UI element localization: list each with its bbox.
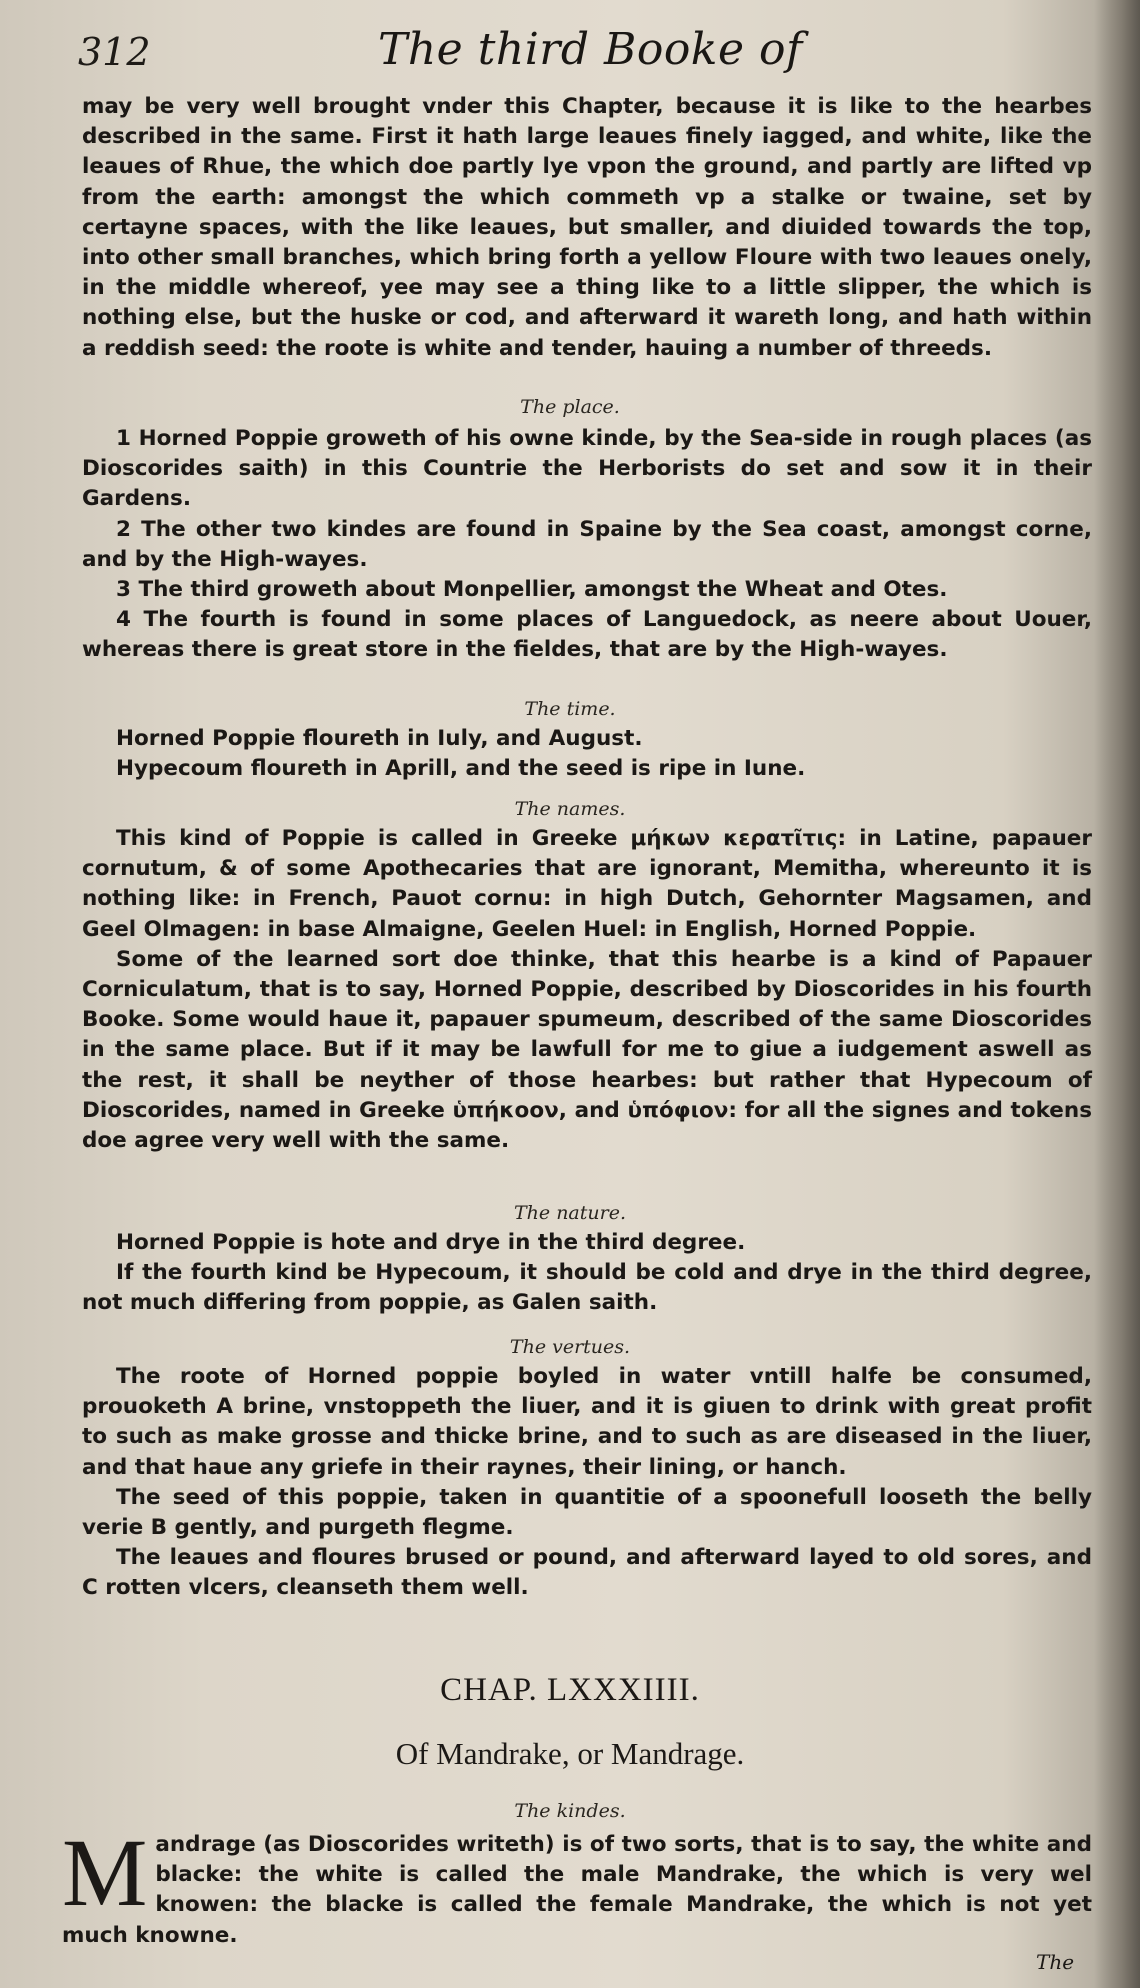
nature-item: If the fourth kind be Hypecoum, it should be cold and drye in the third degree, not much differing from poppie, as Galen saith. <box>82 1260 1092 1316</box>
section-heading-place: The place. <box>520 396 620 418</box>
time-item: Hypecoum floureth in Aprill, and the seed is ripe in Iune. <box>116 756 806 782</box>
kindes-text: andrage (as Dioscorides writeth) is of two sorts, that is to say, the white and blacke: the white is called the male Mandrake, the which is very wel knowen: the blacke is called the female Mandrake, the which is not yet much knowne. <box>62 1832 1092 1948</box>
vertues-item: The seed of this poppie, taken in quantitie of a spoonefull looseth the belly verie B gently, and purgeth flegme. <box>82 1484 1092 1541</box>
page-number: 312 <box>78 30 151 74</box>
time-item: Horned Poppie floureth in Iuly, and August. <box>116 726 643 751</box>
kindes-section <box>62 1819 1092 1951</box>
section-heading-kindes: The kindes. <box>514 1800 626 1822</box>
place-item: 1 Horned Poppie groweth of his owne kinde, by the Sea-side in rough places (as Dioscorides saith) in this Countrie the Herborists do set and sow it in their Gardens. <box>82 426 1092 512</box>
catchword: The <box>1036 1950 1075 1974</box>
section-heading-vertues: The vertues. <box>509 1336 631 1358</box>
names-section <box>82 824 1092 1156</box>
section-heading-time: The time. <box>524 698 616 720</box>
chapter-title: Of Mandrake, or Mandrage. <box>395 1736 745 1771</box>
drop-cap: M <box>62 1819 148 1926</box>
intro-text: may be very well brought vnder this Chapter, because it is like to the hearbes described in the same. First it hath large leaues finely iagged, and white, like the leaues of Rhue, the which doe partly lye vpon the ground, and partly are lifted vp from the earth: amongst the which commeth vp a stalke or twaine, set by certayne spaces, with the like leaues, but smaller, and diuided towards the top, into other small branches, which bring forth a yellow Floure with two leaues onely, in the middle whereof, yee may see a thing like to a little slipper, the which is nothing else, but the huske or cod, and afterward it wareth long, and hath within a reddish seed: the roote is white and tender, hauing a number of threeds. <box>82 94 1092 361</box>
place-item: 2 The other two kindes are found in Spaine by the Sea coast, amongst corne, and by the High-wayes. <box>82 516 1092 572</box>
vertues-item: The roote of Horned poppie boyled in water vntill halfe be consumed, prouoketh A brine, vnstoppeth the liuer, and it is giuen to drink with great profit to such as make grosse and thicke brine, and to such as are diseased in the liuer, and that haue any griefe in their raynes, their lining, or hanch. <box>82 1364 1092 1480</box>
section-heading-names: The names. <box>514 798 626 820</box>
vertues-section <box>82 1362 1092 1604</box>
running-head <box>78 24 1098 84</box>
nature-section <box>82 1228 1092 1319</box>
intro-paragraph <box>82 92 1092 364</box>
vertues-item: The leaues and floures brused or pound, and afterward layed to old sores, and C rotten vlcers, cleanseth them well. <box>82 1545 1092 1601</box>
names-item: Some of the learned sort doe thinke, that this hearbe is a kind of Papauer Corniculatum, that is to say, Horned Poppie, described by Dioscorides in his fourth Booke. Some would haue it, papauer spumeum, described of the same Dioscorides in the same place. But if it may be lawfull for me to giue a iudgement aswell as the rest, it shall be neyther of those hearbes: but rather that Hypecoum of Dioscorides, named in Greeke ὑπήκοον, and ὑπόφιον: for all the signes and tokens doe agree very well with the same. <box>82 946 1092 1154</box>
chapter-number: CHAP. LXXXIIII. <box>440 1672 700 1708</box>
nature-item: Horned Poppie is hote and drye in the third degree. <box>116 1230 746 1255</box>
place-section <box>82 424 1092 666</box>
section-heading-nature: The nature. <box>514 1202 626 1224</box>
time-section <box>82 724 1092 784</box>
place-item: 4 The fourth is found in some places of Languedock, as neere about Uouer, whereas there is great store in the fieldes, that are by the High-wayes. <box>82 607 1092 663</box>
names-item: This kind of Poppie is called in Greeke μήκων κερατῖτις: in Latine, papauer cornutum, & of some Apothecaries that are ignorant, Memitha, whereunto it is nothing like: in French, Pauot cornu: in high Dutch, Gehornter Magsamen, and Geel Olmagen: in base Almaigne, Geelen Huel: in English, Horned Poppie. <box>82 826 1092 942</box>
place-item: 3 The third groweth about Monpellier, amongst the Wheat and Otes. <box>116 577 948 603</box>
book-title: The third Booke of <box>378 24 803 75</box>
